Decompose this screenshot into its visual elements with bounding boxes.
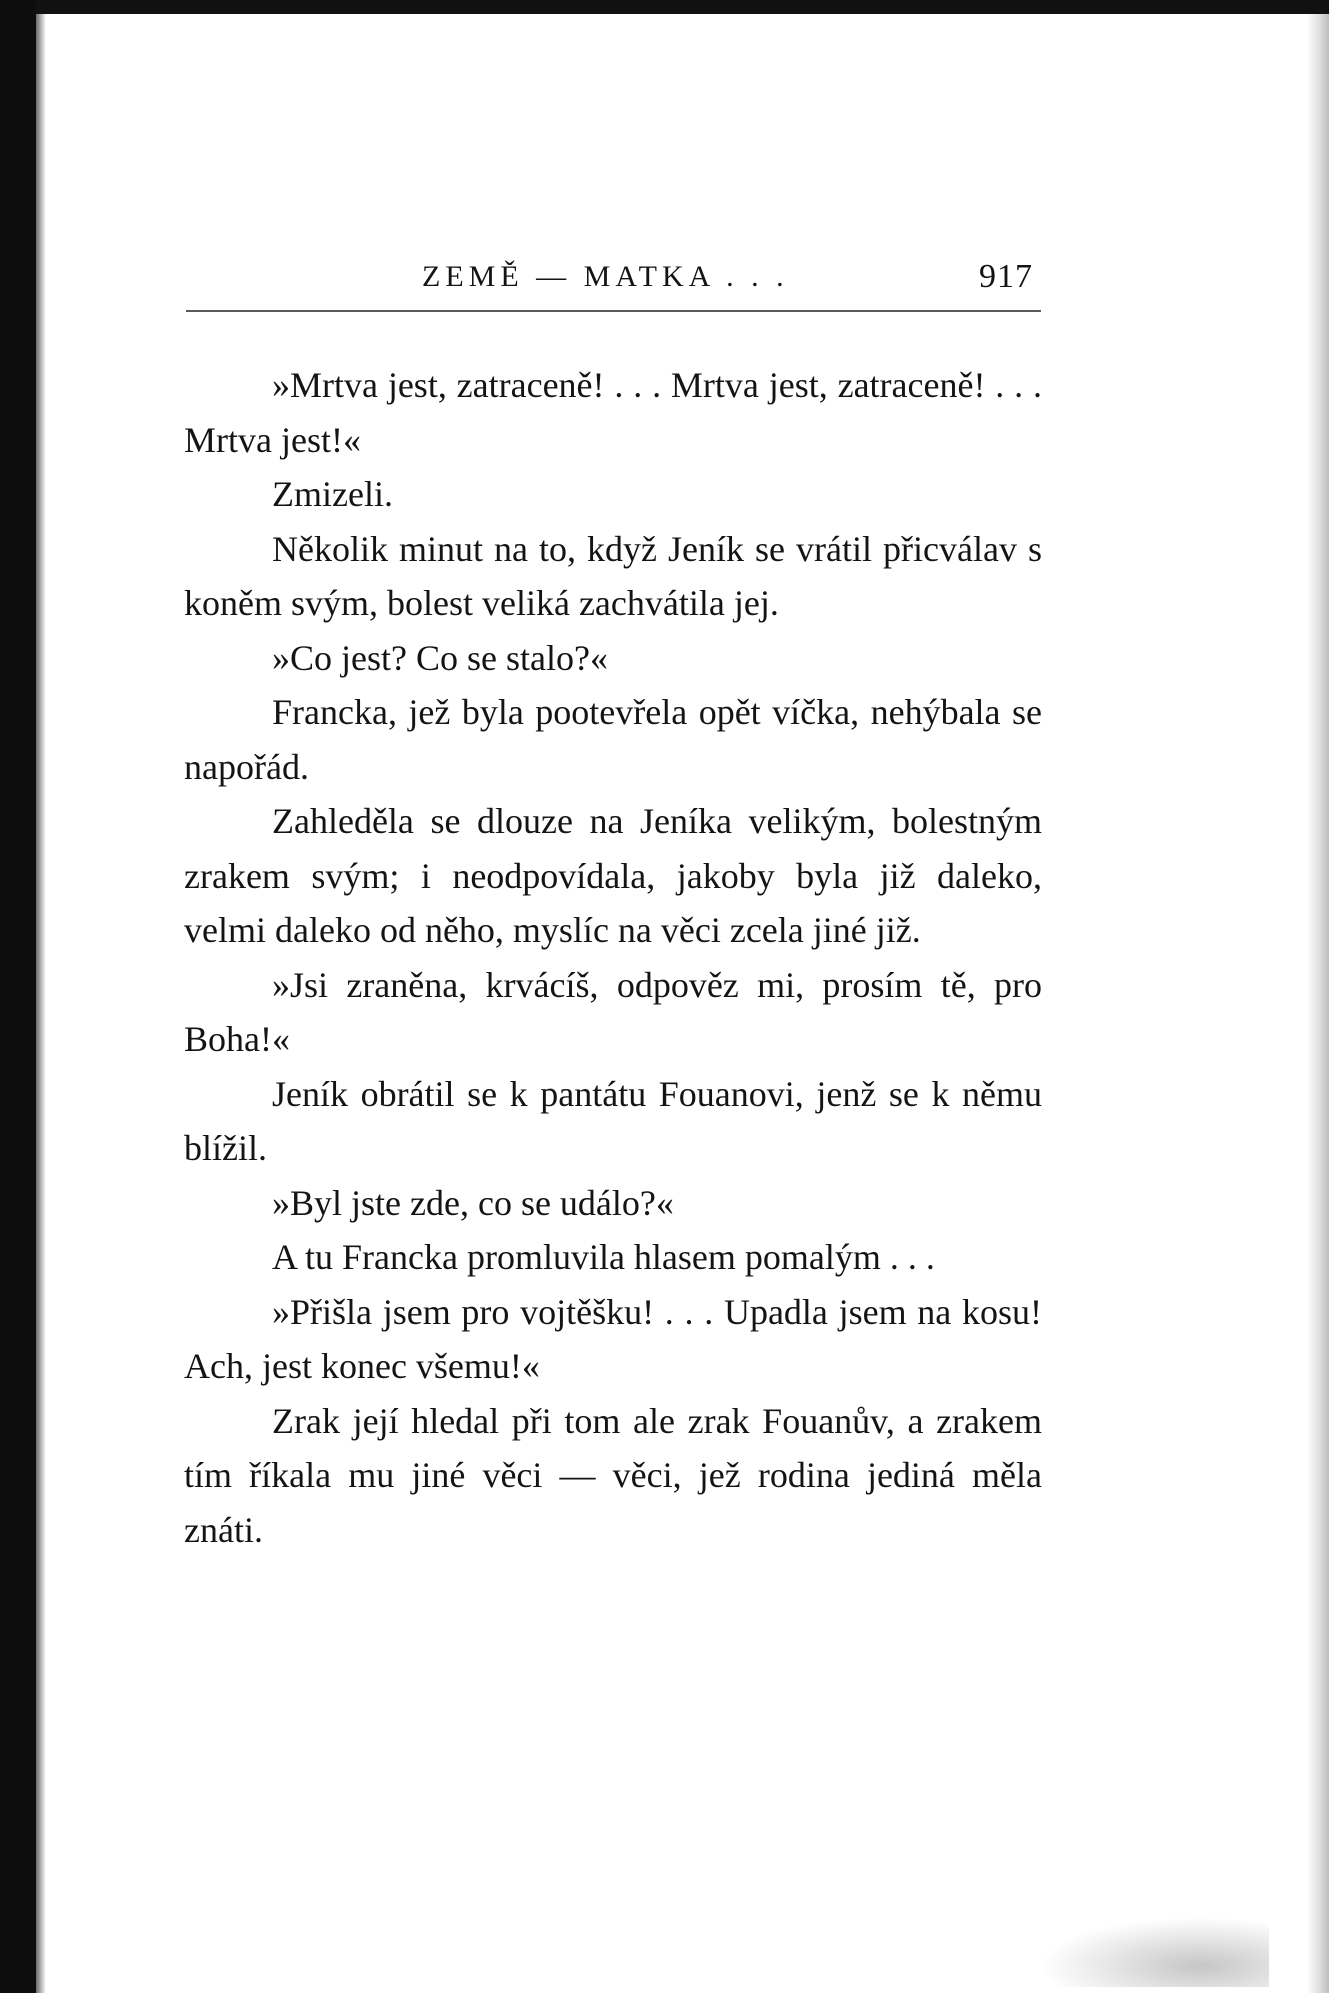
paragraph: Zmizeli. xyxy=(272,474,393,514)
paragraph: Zrak její hledal při tom ale zrak Fouanův, a zrakem tím říkala mu jiné věci — věci, jež rodina jediná měla znáti. xyxy=(184,1400,1042,1550)
header-rule xyxy=(186,310,1041,312)
running-title: ZEMĚ — MATKA . . . xyxy=(422,260,789,293)
paragraph: Zahleděla se dlouze na Jeníka velikým, bolestným zrakem svým; i neodpovídala, jakoby byla již daleko, velmi daleko od něho, myslíc na věci zcela jiné již. xyxy=(184,801,1042,950)
body-text xyxy=(184,358,1042,1557)
running-head xyxy=(186,252,1041,302)
paragraph: »Mrtva jest, zatraceně! . . . Mrtva jest, zatraceně! . . . Mrtva jest!« xyxy=(184,365,1042,460)
paragraph: »Jsi zraněna, krvácíš, odpověz mi, prosím tě, pro Boha!« xyxy=(184,964,1042,1059)
scan-shadow xyxy=(36,14,46,1993)
paragraph: »Byl jste zde, co se událo?« xyxy=(272,1182,674,1223)
paragraph: »Přišla jsem pro vojtěšku! . . . Upadla jsem na kosu! Ach, jest konec všemu!« xyxy=(184,1291,1042,1386)
scan-smudge xyxy=(1039,1917,1269,1987)
scan-right-edge xyxy=(1307,14,1329,1993)
paragraph: A tu Francka promluvila hlasem pomalým . . . xyxy=(272,1237,935,1277)
paragraph: Několik minut na to, když Jeník se vrátil přicválav s koněm svým, bolest veliká zachvátila jej. xyxy=(184,528,1042,623)
paragraph: »Co jest? Co se stalo?« xyxy=(272,637,608,678)
paragraph: Francka, jež byla pootevřela opět víčka, nehýbala se napořád. xyxy=(184,692,1042,787)
paragraph: Jeník obrátil se k pantátu Fouanovi, jenž se k němu blížil. xyxy=(184,1073,1042,1168)
scan-binding-edge xyxy=(0,0,36,1993)
scan-top-border xyxy=(0,0,1329,14)
page-number: 917 xyxy=(979,258,1033,295)
